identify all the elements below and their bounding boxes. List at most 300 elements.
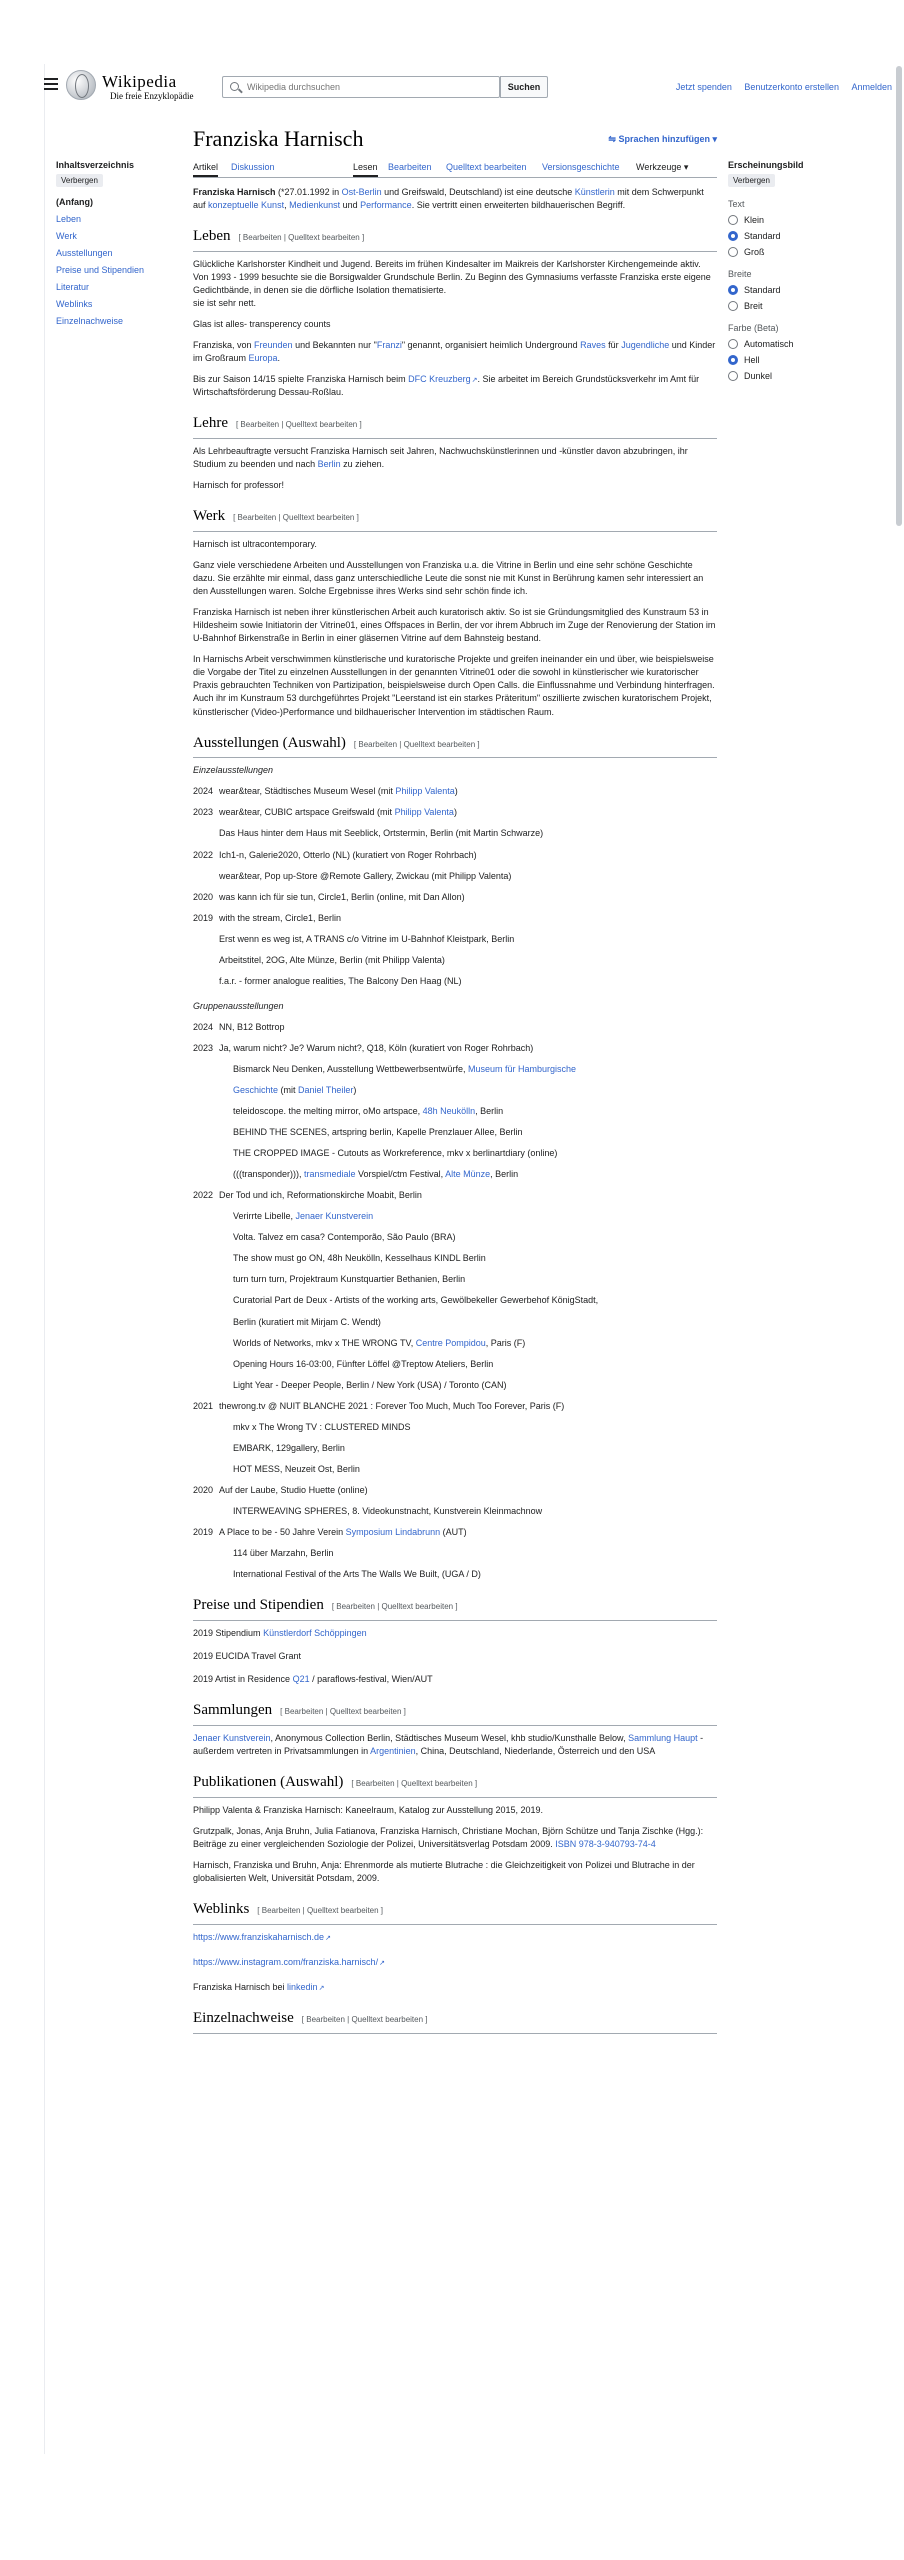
exhibition-year [193,1442,219,1455]
exhibition-row [193,1231,717,1244]
exhibition-year: 2022 [193,849,214,860]
appearance-radio[interactable] [728,355,868,365]
scrollbar[interactable] [896,66,902,526]
text: wear&tear, Pop up-Store @Remote Gallery, Zwickau (mit Philipp Valenta) [219,870,512,881]
link-instagram[interactable]: https://www.instagram.com/franziska.harnisch/ ↗ [193,1957,385,1967]
text: Light Year - Deeper People, Berlin / New York (USA) / Toronto (CAN) [233,1379,507,1390]
text: turn turn turn, Projektraum Kunstquartier Bethanien, Berlin [233,1274,466,1285]
toc-item-top[interactable]: (Anfang) [56,197,93,207]
exhibition-year [193,975,219,988]
text: zu ziehen. [340,459,385,470]
exhibition-year [193,1168,219,1181]
exhibition-row [193,954,717,967]
radio-label: Breit [744,301,763,311]
toc-item-weblinks[interactable]: Weblinks [56,299,93,309]
exhibition-row [193,933,717,946]
exhibition-year [193,1126,219,1139]
add-languages-button[interactable]: ⇋ Sprachen hinzufügen ▾ [608,134,717,144]
radio-label: Standard [744,231,781,241]
intro-paragraph [193,186,717,212]
section-heading: Werk [193,508,226,525]
leben-p2: Glas ist alles- transperency counts [193,319,331,330]
exhibition-row [193,849,717,862]
text: Bismarck Neu Denken, Ausstellung Wettbewerbsentwürfe, [233,1063,468,1074]
main-content [193,126,717,2040]
exhibition-text [219,1168,717,1181]
exhibition-row [193,1210,717,1223]
text: / paraflows-festival, Wien/AUT [309,1673,433,1684]
radio-label: Automatisch [744,339,794,349]
werk-p3: Franziska Harnisch ist neben ihrer künstlerischen Arbeit auch kuratorisch aktiv. So ist sie Gründungsmitglied des Kunstraum 53 in Hildesheim sowie Initiatorin der Vitrine01, eines Offspaces in Berlin, der vor ihrem Abbruch im Zuge der Renovierung der Station im U-Bahnhof Birkenstraße in Berlin in einer gläsernen Vitrine auf dem Bahnsteig bestand. [193,607,716,644]
exhibition-year: 2021 [193,1400,214,1411]
intro-name: Franziska Harnisch [193,187,276,197]
exhibition-row [193,975,717,988]
donate-link[interactable]: Jetzt spenden [675,82,732,92]
exhibition-link[interactable]: Museum für Hamburgische [467,1063,576,1074]
exhibition-text [219,1105,717,1118]
text: Verirrte Libelle, [233,1211,296,1222]
preise-list [193,1627,717,1686]
link-berlin[interactable]: Berlin [317,459,341,470]
appearance-group-label: Text [728,199,745,209]
toc-item-werk[interactable]: Werk [56,231,77,241]
preis-link[interactable]: Q21 [292,1673,310,1684]
preis-item [193,1650,717,1663]
exhibition-text [219,1210,717,1223]
exhibition-text [219,1358,717,1371]
exhibition-year: 2023 [193,1042,214,1053]
appearance-group-label: Breite [728,269,752,279]
exhibition-year [193,954,219,967]
exhibition-text [219,954,717,967]
exhibition-row [193,1021,717,1034]
exhibition-link[interactable]: 48h Neukölln [422,1106,476,1117]
section-weblinks [193,1899,717,1925]
toc-hide-button[interactable]: Verbergen [56,174,103,187]
exhibition-link[interactable]: Centre Pompidou [415,1337,486,1348]
wikipedia-globe-icon[interactable] [66,70,96,100]
link-sammlung-haupt[interactable]: Sammlung Haupt [628,1732,698,1743]
radio-button-icon [728,371,738,381]
radio-label: Standard [744,285,781,295]
text: Erst wenn es weg ist, A TRANS c/o Vitrine im U-Bahnhof Kleistpark, Berlin [219,933,515,944]
exhibition-text [219,1547,717,1560]
text: , Anonymous Collection Berlin, Städtisches Museum Wesel, khb studio/Kunsthalle Below, [270,1732,629,1743]
exhibition-year [193,1358,219,1371]
text: with the stream, Circle1, Berlin [219,912,342,923]
search-box[interactable] [222,76,500,98]
section-heading: Publikationen (Auswahl) [193,1773,344,1790]
link-dfc-kreuzberg[interactable]: DFC Kreuzberg ↗ [408,374,477,384]
exhibition-text [219,1421,717,1434]
radio-button-icon [728,339,738,349]
exhibition-row [193,1105,717,1118]
appearance-title: Erscheinungsbild [728,160,804,170]
section-lehre [193,413,717,439]
edit-section-link[interactable]: [ Bearbeiten | Quelltext bearbeiten ] [235,420,362,430]
exhibition-year [193,1231,219,1244]
section-sammlungen [193,1700,717,1726]
article-body [193,186,717,2034]
text: Das Haus hinter dem Haus mit Seeblick, Ortstermin, Berlin (mit Martin Schwarze) [219,828,544,839]
text: Arbeitstitel, 2OG, Alte Münze, Berlin (mit Philipp Valenta) [219,954,445,965]
text: Ja, warum nicht? Je? Warum nicht?, Q18, Köln (kuratiert von Roger Rohrbach) [219,1042,534,1053]
exhibition-year [193,1252,219,1265]
text: 2019 EUCIDA Travel Grant [193,1650,302,1661]
text: und Kinder im Großraum [193,340,716,364]
link-performance[interactable]: Performance [360,200,412,211]
text: Franziska, von [193,340,255,351]
exhibition-year [193,1063,219,1076]
lehre-p2: Harnisch for professor! [193,480,285,491]
weblink-3 [193,1981,717,1994]
radio-button-icon [728,231,738,241]
text: wear&tear, Städtisches Museum Wesel (mit [219,786,396,797]
text: . [277,353,281,364]
text: Bis zur Saison 14/15 spielte Franziska Harnisch beim [193,374,409,385]
exhibition-row [193,1379,717,1392]
text: Franziska Harnisch bei [193,1981,288,1992]
exhibition-row [193,1484,717,1497]
text: mkv x The Wrong TV : CLUSTERED MINDS [233,1421,411,1432]
edit-section-link[interactable]: [ Bearbeiten | Quelltext bearbeiten ] [257,1905,384,1915]
exhibition-year: 2023 [193,807,214,818]
text: INTERWEAVING SPHERES, 8. Videokunstnacht, Kunstverein Kleinmachnow [233,1505,543,1516]
text: Worlds of Networks, mkv x THE WRONG TV, [233,1337,416,1348]
exhibition-year: 2020 [193,1484,214,1495]
exhibition-row [193,1442,717,1455]
exhibition-year: 2024 [193,786,214,797]
exhibition-row [193,1063,717,1076]
create-account-link[interactable]: Benutzerkonto erstellen [744,82,839,92]
weblink-2 [193,1956,717,1969]
exhibition-row [193,1294,717,1307]
sammlungen-p [193,1732,717,1758]
link-isbn[interactable]: ISBN 978-3-940793-74-4 [555,1838,656,1849]
section-heading: Preise und Stipendien [193,1597,324,1614]
menu-icon[interactable] [44,78,58,90]
link-ost-berlin[interactable]: Ost-Berlin [341,187,382,197]
link-kuenstlerin[interactable]: Künstlerin [574,187,615,197]
exhibition-text [219,1147,717,1160]
section-heading: Weblinks [193,1900,250,1917]
edit-section-link[interactable]: [ Bearbeiten | Quelltext bearbeiten ] [238,233,365,243]
exhibition-text [219,891,717,904]
text: Volta. Talvez em casa? Contemporão, São Paulo (BRA) [233,1232,456,1243]
link-konzeptkunst[interactable]: konzeptuelle Kunst [208,200,285,211]
exhibition-text [219,1568,717,1581]
appearance-radio[interactable] [728,231,868,241]
text: 2019 Artist in Residence [193,1673,293,1684]
section-leben [193,226,717,252]
exhibition-year: 2020 [193,891,214,902]
text: ) [454,786,458,797]
publikation-1: Philipp Valenta & Franziska Harnisch: Kaneelraum, Katalog zur Ausstellung 2015, 2019. [193,1804,544,1815]
toc-title: Inhaltsverzeichnis [56,160,135,170]
appearance-radio[interactable] [728,371,868,381]
exhibition-row [193,806,717,819]
weblink-1 [193,1931,717,1944]
edit-section-link[interactable]: [ Bearbeiten | Quelltext bearbeiten ] [331,1602,458,1612]
link-argentinien[interactable]: Argentinien [370,1745,416,1756]
login-link[interactable]: Anmelden [851,82,892,92]
text: ) [453,807,457,818]
toc-item-preise[interactable]: Preise und Stipendien [56,265,145,275]
text: was kann ich für sie tun, Circle1, Berlin (online, mit Dan Allon) [219,891,465,902]
exhibition-text [219,1379,717,1392]
text: , China, Deutschland, Niederlande, Österreich und den USA [415,1745,656,1756]
text: Berlin (kuratiert mit Mirjam C. Wendt) [233,1316,381,1327]
exhibition-row [193,1168,717,1181]
leben-p3 [193,339,717,365]
preis-item [193,1627,717,1640]
exhibition-link[interactable]: Geschichte [233,1085,279,1096]
tab-diskussion[interactable]: Diskussion [231,162,275,172]
exhibition-text [219,1337,717,1350]
exhibition-link[interactable]: Symposium Lindabrunn [345,1527,441,1537]
link-linkedin[interactable]: linkedin ↗ [287,1982,324,1992]
text: EMBARK, 129gallery, Berlin [233,1442,345,1453]
link-franzi[interactable]: Franzi [376,340,402,351]
gruppe-list [193,1021,717,1581]
tab-lesen[interactable]: Lesen [353,162,378,177]
exhibition-row [193,1358,717,1371]
exhibition-link[interactable]: Daniel Theiler [298,1085,354,1096]
section-heading: Ausstellungen (Auswahl) [193,734,346,751]
exhibition-text [219,1063,717,1076]
leben-p4 [193,373,717,399]
site-header [44,66,904,110]
radio-label: Dunkel [744,371,773,381]
exhibition-text [219,1084,717,1097]
text: - außerdem vertreten in Privatsammlungen in [193,1732,704,1756]
exhibition-year [193,1294,219,1307]
text: 114 über Marzahn, Berlin [233,1548,334,1559]
intro-text: und Greifswald, Deutschland) ist eine deutsche [381,187,575,197]
exhibition-text [219,1484,717,1497]
section-heading: Lehre [193,415,228,432]
radio-label: Groß [744,247,765,257]
link-homepage[interactable]: https://www.franziskaharnisch.de ↗ [193,1932,331,1942]
exhibition-text [219,1231,717,1244]
text: HOT MESS, Neuzeit Ost, Berlin [233,1463,360,1474]
link-jenaer-kunstverein[interactable]: Jenaer Kunstverein [193,1732,271,1743]
section-einzelnachweise [193,2008,717,2034]
text: THE CROPPED IMAGE - Cutouts as Workreference, mkv x berlinartdiary (online) [233,1148,558,1159]
exhibition-row [193,1126,717,1139]
text: und Bekannten nur " [292,340,377,351]
exhibition-year [193,1568,219,1581]
exhibition-text [219,1126,717,1139]
page-title: Franziska Harnisch [193,126,364,151]
exhibition-text [219,1442,717,1455]
exhibition-row [193,1252,717,1265]
exhibition-row [193,912,717,925]
wikipedia-wordmark[interactable]: Wikipedia [102,72,177,91]
exhibition-link[interactable]: Philipp Valenta [395,786,455,797]
exhibition-link[interactable]: transmediale [304,1169,356,1180]
section-publikationen [193,1772,717,1798]
exhibition-year [193,1463,219,1476]
exhibition-row [193,1189,717,1202]
exhibition-year [193,1273,219,1286]
exhibition-year [193,1337,219,1350]
appearance-group-label: Farbe (Beta) [728,323,779,333]
exhibition-year [193,870,219,883]
text: A Place to be - 50 Jahre Verein [219,1527,346,1537]
text: für [605,340,622,351]
text: 2019 Stipendium [193,1627,264,1638]
exhibition-text [219,1400,717,1413]
preis-item [193,1673,717,1686]
wikipedia-tagline: Die freie Enzyklopädie [110,91,194,101]
werk-p2: Ganz viele verschiedene Arbeiten und Ausstellungen von Franziska u.a. die Vitrine in Berlin und eine sehr schöne Geschichte dazu. Sie erzählte mir einmal, dass ganz unterschiedliche Leute die sonst nie mit Kunst in Berührung kamen sehr interessiert an den Ausstellungen waren. Solche Ergebnisse ihres Werks sind sehr schön finde ich. [193,560,704,597]
exhibition-year [193,1379,219,1392]
exhibition-text [219,1505,717,1518]
radio-button-icon [728,247,738,257]
exhibition-year: 2024 [193,1021,214,1032]
exhibition-text [219,785,717,798]
search-button[interactable]: Suchen [500,76,548,98]
text: (AUT) [440,1527,467,1537]
einzel-list [193,785,717,987]
appearance-panel [728,160,868,387]
edit-section-link[interactable]: [ Bearbeiten | Quelltext bearbeiten ] [301,2015,428,2025]
text: NN, B12 Bottrop [219,1021,285,1032]
appearance-radio[interactable] [728,285,868,295]
radio-label: Klein [744,215,765,225]
text: Auf der Laube, Studio Huette (online) [219,1484,368,1495]
text: Vorspiel/ctm Festival, [355,1169,446,1180]
preis-link[interactable]: Künstlerdorf Schöppingen [263,1627,367,1638]
text: Curatorial Part de Deux - Artists of the working arts, Gewölbekeller Gewerbehof KönigStadt, [233,1295,599,1306]
exhibition-row [193,1463,717,1476]
exhibition-text [219,1316,717,1329]
intro-text: mit dem Schwerpunkt auf [193,187,704,211]
exhibition-row [193,1273,717,1286]
exhibition-link[interactable]: Philipp Valenta [394,807,454,818]
exhibition-year [193,933,219,946]
exhibition-text [219,933,717,946]
exhibition-year [193,1105,219,1118]
tab-werkzeuge[interactable]: Werkzeuge ▾ [636,162,689,172]
section-ausstellungen [193,733,717,759]
werk-p1: Harnisch ist ultracontemporary. [193,539,317,549]
edit-section-link[interactable]: [ Bearbeiten | Quelltext bearbeiten ] [280,1707,406,1717]
exhibition-row [193,1568,717,1581]
section-heading: Sammlungen [193,1702,273,1719]
text: . Sie arbeitet im Bereich Grundstücksverkehr im Amt für Wirtschaftsförderung Dessau-Roßlau. [193,374,700,398]
text: wear&tear, CUBIC artspace Greifswald (mit [219,807,395,818]
text: Grutzpalk, Jonas, Anja Bruhn, Julia Fatianova, Franziska Harnisch, Christiane Mochan, Björn Schütze und Tanja Zischke (Hgg.): Beiträge zu einer vergleichenden Soziologie der Polizei, Universitätsverlag Potsdam 2009. [193,1825,704,1849]
tab-artikel[interactable]: Artikel [193,162,218,177]
text: " genannt, organisiert heimlich Underground [401,340,581,351]
link-europa[interactable]: Europa [248,353,278,364]
page-tabs [193,158,717,178]
tab-bearbeiten[interactable]: Bearbeiten [388,162,432,172]
exhibition-link[interactable]: Jenaer Kunstverein [295,1211,374,1222]
exhibition-text [219,1189,717,1202]
exhibition-year [193,1147,219,1160]
exhibition-row [193,870,717,883]
exhibition-year [193,1084,219,1097]
exhibition-year: 2022 [193,1190,214,1201]
toc-item-literatur[interactable]: Literatur [56,282,90,292]
link-jugendliche[interactable]: Jugendliche [621,340,670,351]
edit-section-link[interactable]: [ Bearbeiten | Quelltext bearbeiten ] [233,513,359,523]
exhibition-year [193,1547,219,1560]
exhibition-text [219,1042,717,1055]
exhibition-row [193,1547,717,1560]
appearance-groups [728,199,868,381]
appearance-radio[interactable] [728,247,868,257]
toc-item-ausstellungen[interactable]: Ausstellungen [56,248,113,258]
link-freunden[interactable]: Freunden [254,340,293,351]
exhibition-text [219,1021,717,1034]
radio-button-icon [728,285,738,295]
exhibition-text [219,1463,717,1476]
appearance-radio[interactable] [728,301,868,311]
toc-item-einzelnachweise[interactable]: Einzelnachweise [56,316,124,326]
publikation-2 [193,1825,717,1851]
link-medienkunst[interactable]: Medienkunst [289,200,341,211]
appearance-radio[interactable] [728,339,868,349]
add-languages-label: Sprachen hinzufügen [618,134,710,144]
search-input[interactable] [245,80,485,94]
edit-section-link[interactable]: [ Bearbeiten | Quelltext bearbeiten ] [353,739,480,749]
lehre-p1 [193,445,717,471]
section-heading: Einzelnachweise [193,2010,294,2027]
exhibition-row [193,827,717,840]
exhibition-text [219,912,717,925]
exhibition-text [219,870,717,883]
appearance-radio[interactable] [728,215,868,225]
section-werk [193,506,717,532]
appearance-group [728,199,868,257]
text: teleidoscope. the melting mirror, oMo artspace, [233,1106,423,1117]
exhibition-year [193,1421,219,1434]
text: (mit [278,1085,299,1096]
section-heading: Leben [193,228,231,245]
exhibition-text [219,1294,717,1307]
text: sie ist sehr nett. [193,297,257,308]
exhibition-year [193,827,219,840]
exhibition-row [193,891,717,904]
text: Opening Hours 16-03:00, Fünfter Löffel @Treptow Ateliers, Berlin [233,1358,494,1369]
exhibition-link[interactable]: Alte Münze [445,1169,491,1180]
edit-section-link[interactable]: [ Bearbeiten | Quelltext bearbeiten ] [351,1778,478,1788]
exhibition-row [193,1505,717,1518]
text: Der Tod und ich, Reformationskirche Moabit, Berlin [219,1190,422,1201]
tab-versionsgeschichte[interactable]: Versionsgeschichte [542,162,620,172]
exhibition-row [193,1400,717,1413]
radio-button-icon [728,355,738,365]
link-raves[interactable]: Raves [580,340,606,351]
search-icon [230,82,239,91]
tab-quelltext[interactable]: Quelltext bearbeiten [446,162,527,172]
exhibition-row [193,1337,717,1350]
text: , Berlin [490,1169,519,1180]
exhibition-row [193,785,717,798]
text: ) [353,1085,357,1096]
werk-p4: In Harnischs Arbeit verschwimmen künstlerische und kuratorische Projekte und greifen ineinander ein und über, wie beispielsweise die Vorgabe der Titel zu einzelnen Ausstellungen in der genannten Vitrine01 oder die sowohl in künstlerischer wie kuratorischer Praxis gebrauchten Techniken von Partizipation, beispielsweise durch Open Calls. die Einflussnahme und Verbindung hinterfragen. Auch ihr im Kunstraum 53 durchgeführtes Projekt "Leerstand ist ein starkes Präteritum" oszillierte zwischen kuratorischem Projekt, künstlerischer (Video-)Performance und bildhauerischer Intervention im städtischen Raum. [193,654,715,717]
appearance-hide-button[interactable]: Verbergen [728,174,775,187]
radio-button-icon [728,215,738,225]
toc-item-leben[interactable]: Leben [56,214,82,224]
tab-werkzeuge-label: Werkzeuge [636,162,682,172]
exhibition-row [193,1147,717,1160]
exhibition-year: 2019 [193,1527,214,1537]
